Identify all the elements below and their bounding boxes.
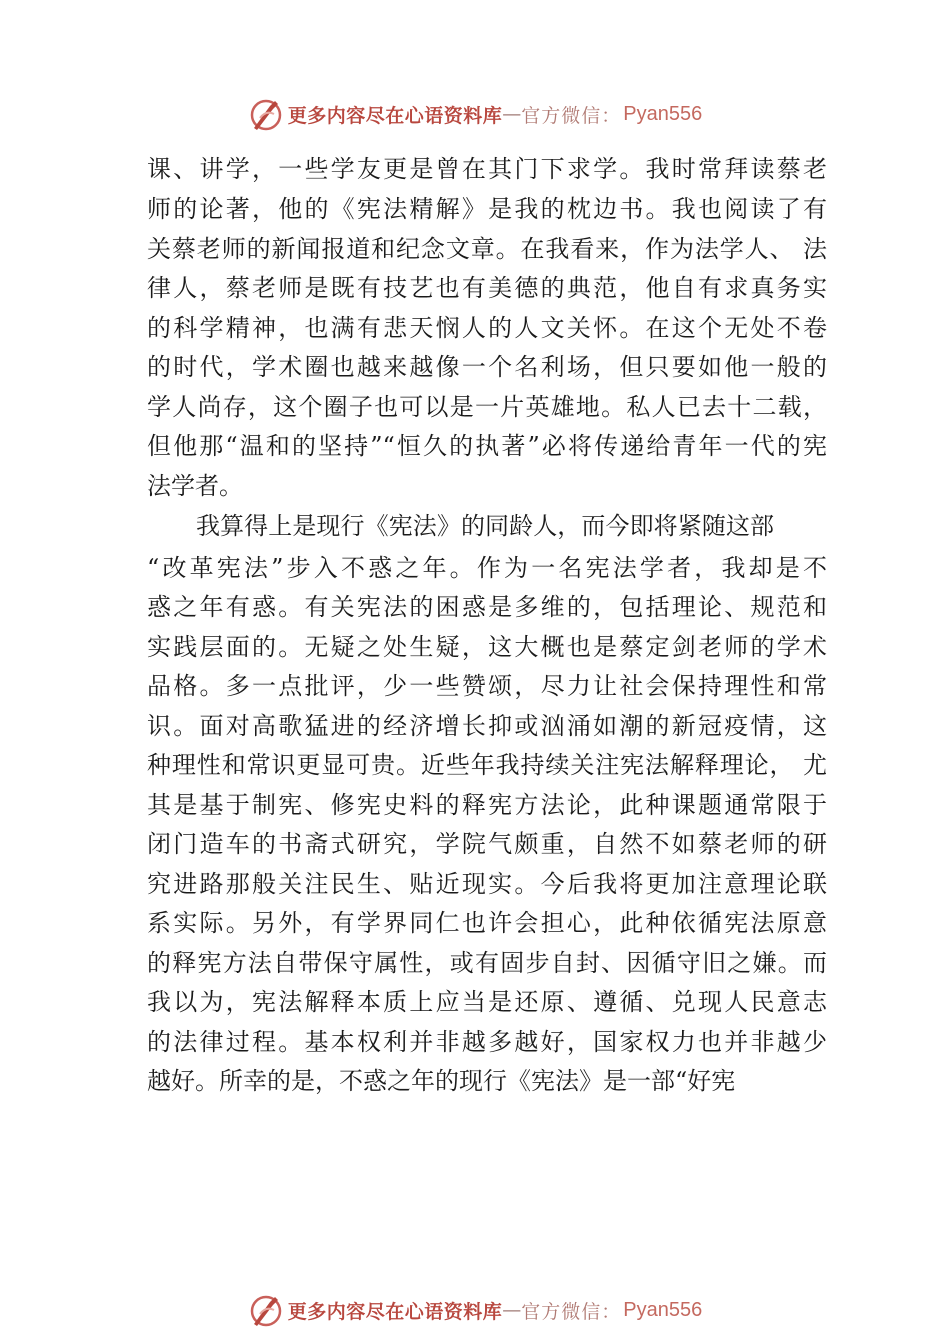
paragraph-line: 惑之年有惑。有关宪法的困惑是多维的，包括理论、规范和 bbox=[147, 593, 827, 621]
pen-logo-icon bbox=[248, 1292, 284, 1328]
paragraph-line: 系实际。另外，有学界同仁也许会担心，此种依循宪法原意 bbox=[147, 909, 827, 937]
paragraph-line: 品格。多一点批评，少一些赞颂，尽力让社会保持理性和常 bbox=[147, 672, 827, 700]
paragraph-line: 其是基于制宪、修宪史料的释宪方法论，此种课题通常限于 bbox=[147, 791, 827, 819]
watermark-wechat-id: Pyan556 bbox=[623, 102, 703, 125]
watermark-site-name: 更多内容尽在心语资料库 bbox=[287, 104, 503, 127]
paragraph-line: 越好。所幸的是，不惑之年的现行《宪法》是一部“好宪 bbox=[147, 1067, 736, 1095]
paragraph-line: 种理性和常识更显可贵。近些年我持续关注宪法解释理论， 尤 bbox=[147, 751, 827, 779]
watermark-separator: — bbox=[502, 1299, 522, 1321]
paragraph-line: 课、讲学，一些学友更是曾在其门下求学。我时常拜读蔡老 bbox=[147, 155, 827, 183]
watermark-site-name: 更多内容尽在心语资料库 bbox=[287, 1300, 503, 1323]
paragraph-line: 律人，蔡老师是既有技艺也有美德的典范，他自有求真务实 bbox=[147, 274, 827, 302]
paragraph-line: 但他那“温和的坚持”“恒久的执著”必将传递给青年一代的宪 bbox=[147, 432, 827, 460]
paragraph-line: 师的论著，他的《宪法精解》是我的枕边书。我也阅读了有 bbox=[147, 195, 827, 223]
paragraph-line: 关蔡老师的新闻报道和纪念文章。在我看来，作为法学人、 法 bbox=[147, 235, 827, 263]
paragraph-line: 我算得上是现行《宪法》的同龄人，而今即将紧随这部 bbox=[196, 512, 774, 540]
header-watermark bbox=[0, 94, 950, 134]
watermark-separator: — bbox=[502, 103, 522, 125]
paragraph-line: 实践层面的。无疑之处生疑，这大概也是蔡定剑老师的学术 bbox=[147, 633, 827, 661]
footer-watermark bbox=[0, 1290, 950, 1330]
paragraph-line: 我以为，宪法解释本质上应当是还原、遵循、兑现人民意志 bbox=[147, 988, 827, 1016]
paragraph-line: 闭门造车的书斋式研究，学院气颇重，自然不如蔡老师的研 bbox=[147, 830, 827, 858]
paragraph-line: 学人尚存，这个圈子也可以是一片英雄地。私人已去十二载， bbox=[147, 393, 827, 421]
watermark-wechat-id: Pyan556 bbox=[623, 1298, 703, 1321]
watermark-wechat-label: 官方微信： bbox=[521, 1300, 622, 1323]
pen-logo-icon bbox=[248, 96, 284, 132]
paragraph-line: 识。面对高歌猛进的经济增长抑或汹涌如潮的新冠疫情，这 bbox=[147, 712, 827, 740]
paragraph-line: 的法律过程。基本权利并非越多越好，国家权力也并非越少 bbox=[147, 1028, 827, 1056]
paragraph-line: 的科学精神，也满有悲天悯人的人文关怀。在这个无处不卷 bbox=[147, 314, 827, 342]
paragraph-line: 法学者。 bbox=[147, 472, 243, 500]
paragraph-line: 究进路那般关注民生、贴近现实。今后我将更加注意理论联 bbox=[147, 870, 827, 898]
watermark-wechat-label: 官方微信： bbox=[521, 104, 622, 127]
paragraph-line: 的释宪方法自带保守属性，或有固步自封、因循守旧之嫌。而 bbox=[147, 949, 827, 977]
paragraph-line: 的时代，学术圈也越来越像一个名利场，但只要如他一般的 bbox=[147, 353, 827, 381]
paragraph-line: “改革宪法”步入不惑之年。作为一名宪法学者，我却是不 bbox=[147, 554, 827, 582]
